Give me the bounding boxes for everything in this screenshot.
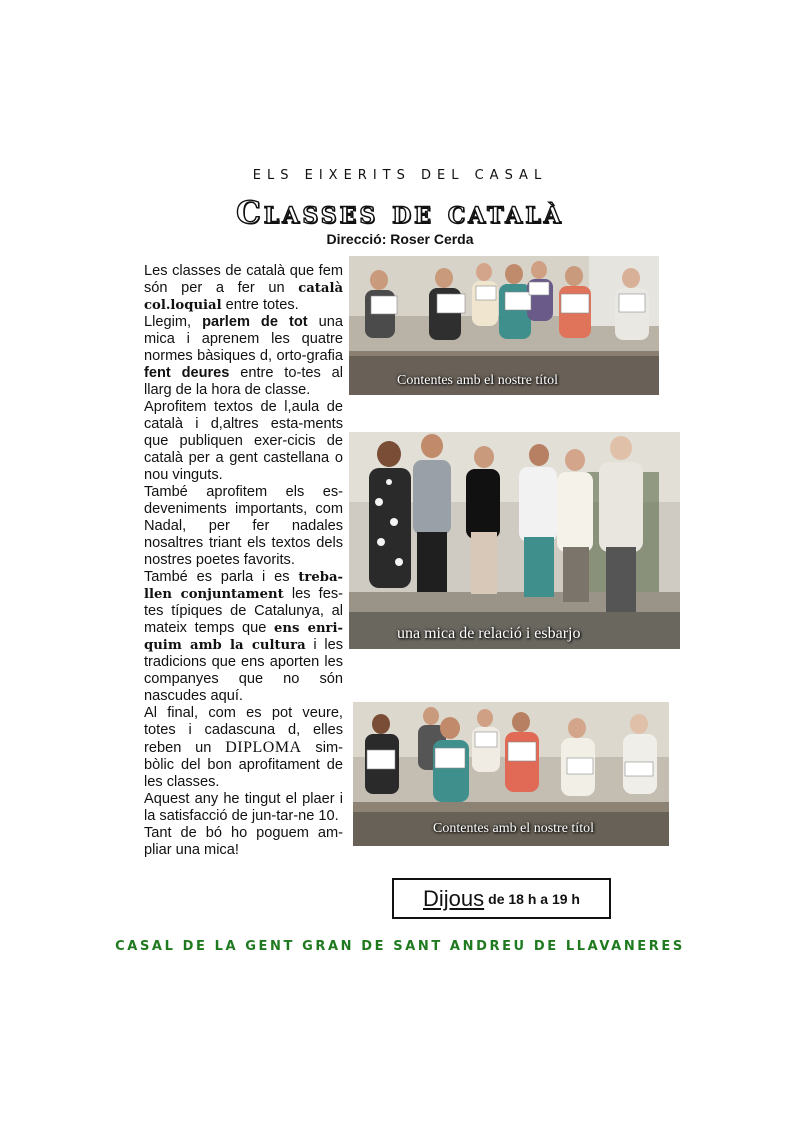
schedule-day: Dijous — [423, 885, 485, 911]
paragraph-2: Llegim, parlem de tot una mica i aprenem les quatre normes bàsiques d, orto-grafia fent deures entre to-tes al llarg de la hora de classe. — [144, 314, 343, 398]
schedule-box — [392, 878, 611, 919]
article-body — [144, 263, 343, 859]
page-title: Classes de català — [236, 195, 564, 231]
photo-3-caption: Contentes amb el nostre títol — [433, 821, 594, 836]
paragraph-1: Les classes de català que fem són per a fer un català col.loquial entre totes. — [144, 263, 343, 313]
paragraph-4: També aprofitem els es-deveniments importants, com Nadal, per fer nadales nosaltres triant els textos dels nostres poetes favorits. — [144, 484, 343, 568]
photo-2-caption: una mica de relació i esbarjo — [397, 625, 581, 642]
kicker-heading: ELS EIXERITS DEL CASAL — [252, 168, 548, 183]
photo-toast — [349, 432, 680, 649]
byline: Direcció: Roser Cerda — [326, 231, 474, 247]
paragraph-6: Al final, com es pot veure, totes i cadascuna d, elles reben un DIPLOMA sim-bòlic del bon aprofitament de les classes. — [144, 705, 343, 790]
footer-organization: CASAL DE LA GENT GRAN DE SANT ANDREU DE LLAVANERES — [115, 939, 685, 954]
paragraph-5: També es parla i es treba-llen conjuntament les fes-tes típiques de Catalunya, al mateix temps que ens enri-quim amb la cultura i les tradicions que ens aporten les companyes que no són nascudes aquí. — [144, 569, 343, 704]
schedule-time: de 18 h a 19 h — [488, 890, 580, 907]
paragraph-8: Tant de bó ho poguem am-pliar una mica! — [144, 825, 343, 858]
paragraph-3: Aprofitem textos de l,aula de català i d,altres esta-ments que publiquen exer-cicis de català per a gent castellana o nou vinguts. — [144, 399, 343, 483]
paragraph-7: Aquest any he tingut el plaer i la satisfacció de jun-tar-ne 10. — [144, 791, 343, 824]
photo-1-caption: Contentes amb el nostre títol — [397, 373, 558, 388]
